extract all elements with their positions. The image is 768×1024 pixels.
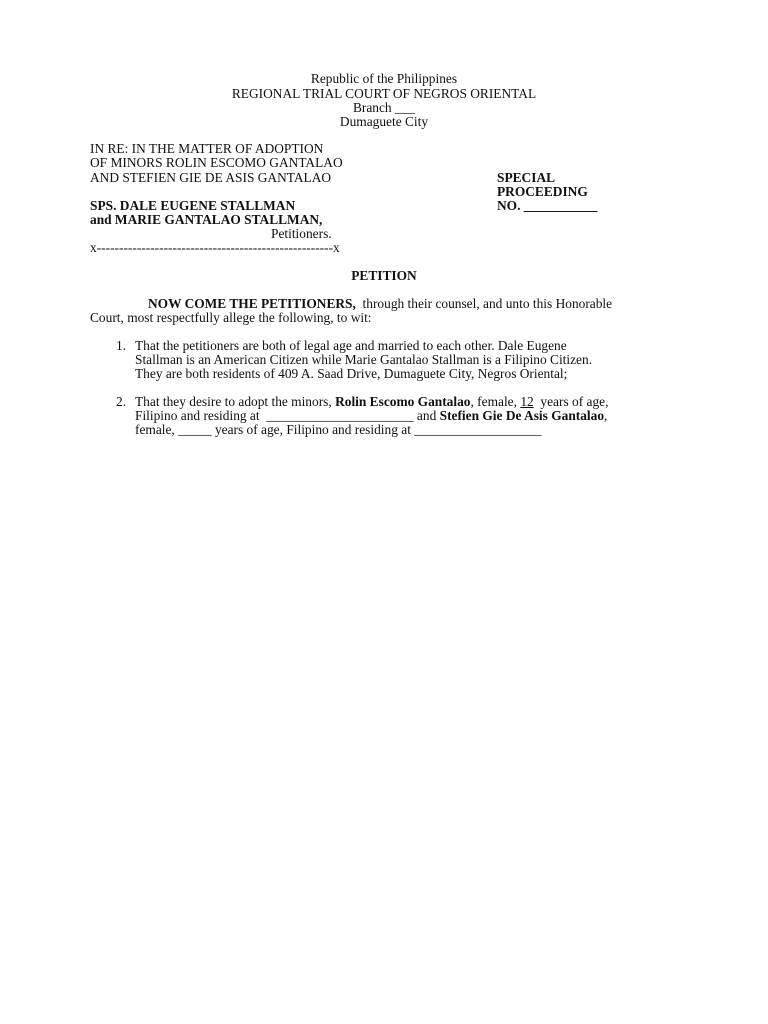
caption-in-re-line3: AND STEFIEN GIE DE ASIS GANTALAO xyxy=(90,170,332,185)
item-2-number: 2. xyxy=(116,394,127,409)
item-1-line2: Stallman is an American Citizen while Marie Gantalao Stallman is a Filipino Citizen. xyxy=(135,352,593,367)
intro-line1-rest: through their counsel, and unto this Honorable xyxy=(355,296,613,311)
special-proceeding-line1: SPECIAL xyxy=(497,170,556,185)
minor-name-stefien: Stefien Gie De Asis Gantalao xyxy=(439,408,605,423)
header-branch: Branch ___ xyxy=(352,100,416,115)
header-court: REGIONAL TRIAL COURT OF NEGROS ORIENTAL xyxy=(231,86,537,101)
caption-petitioner-line1: SPS. DALE EUGENE STALLMAN xyxy=(90,198,296,213)
item-2-line1-text-e: years of age, xyxy=(533,394,609,409)
document-title: PETITION xyxy=(351,268,417,283)
special-proceeding-number: NO. ___________ xyxy=(497,198,598,213)
caption-petitioners-label: Petitioners. xyxy=(271,226,332,241)
item-1-line3: They are both residents of 409 A. Saad Drive, Dumaguete City, Negros Oriental; xyxy=(135,366,568,381)
caption-in-re-line2: OF MINORS ROLIN ESCOMO GANTALAO xyxy=(90,155,343,170)
caption-petitioner-line2: and MARIE GANTALAO STALLMAN, xyxy=(90,212,323,227)
item-1-number: 1. xyxy=(116,338,127,353)
item-2-line3: female, _____ years of age, Filipino and residing at ___________________ xyxy=(135,422,542,437)
item-2-line1-text-c: , female, xyxy=(470,394,521,409)
caption-separator: x-----------------------------------------------------x xyxy=(90,240,340,255)
minor-name-rolin: Rolin Escomo Gantalao xyxy=(335,394,471,409)
intro-bold-lead: NOW COME THE PETITIONERS, xyxy=(148,296,356,311)
header-republic: Republic of the Philippines xyxy=(310,71,458,86)
item-2-line2-text-c: , xyxy=(604,408,608,423)
item-2-line1-text-a: That they desire to adopt the minors, xyxy=(135,394,336,409)
header-city: Dumaguete City xyxy=(339,114,429,129)
caption-in-re-line1: IN RE: IN THE MATTER OF ADOPTION xyxy=(90,141,324,156)
intro-line2: Court, most respectfully allege the following, to wit: xyxy=(90,310,372,325)
item-1-line1: That the petitioners are both of legal age and married to each other. Dale Eugene xyxy=(135,338,567,353)
special-proceeding-line2: PROCEEDING xyxy=(497,184,588,199)
age-value: 12 xyxy=(520,394,534,409)
item-2-line2-text-a: Filipino and residing at ______________________ and xyxy=(135,408,440,423)
